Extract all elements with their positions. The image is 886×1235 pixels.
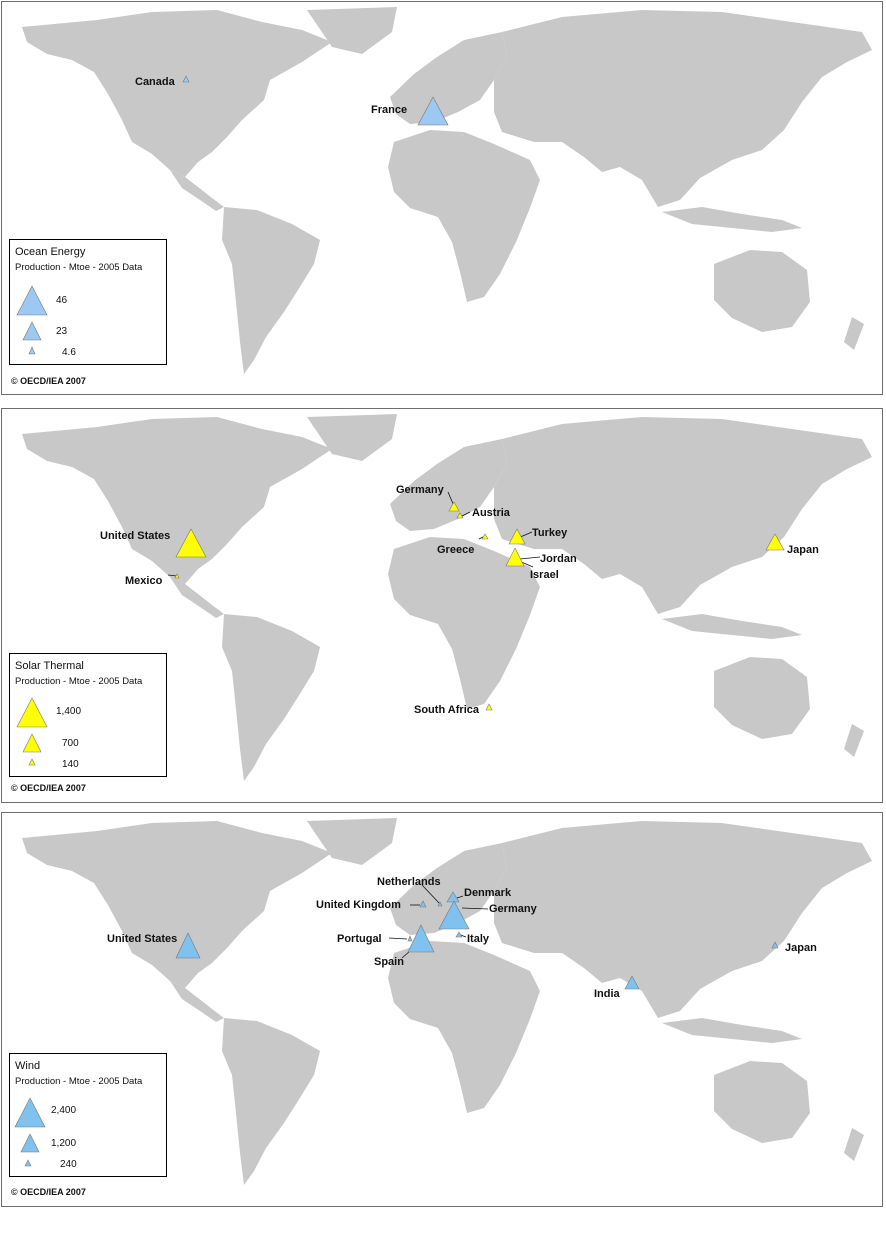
copyright: © OECD/IEA 2007 xyxy=(11,1187,86,1197)
label-japan: Japan xyxy=(785,942,817,954)
label-france: France xyxy=(371,104,408,116)
legend-value-medium: 23 xyxy=(56,326,68,337)
legend-value-large: 2,400 xyxy=(51,1105,77,1116)
marker-italy xyxy=(456,932,462,937)
label-germany: Germany xyxy=(489,903,537,915)
label-denmark: Denmark xyxy=(464,887,512,899)
legend-subtitle: Production - Mtoe - 2005 Data xyxy=(15,676,143,687)
map-panel-ocean-energy xyxy=(1,1,883,395)
map-panel-solar-thermal xyxy=(1,408,883,803)
legend-symbols xyxy=(10,1054,160,1176)
legend-triangle-large xyxy=(15,1098,45,1127)
label-turkey: Turkey xyxy=(532,527,568,539)
marker-israel xyxy=(506,548,524,566)
legend-triangle-large xyxy=(17,286,47,315)
legend-triangle-small xyxy=(29,759,35,765)
legend-value-small: 4.6 xyxy=(62,347,76,358)
label-greece: Greece xyxy=(437,544,475,556)
legend-title: Solar Thermal xyxy=(15,660,84,672)
legend-value-small: 240 xyxy=(60,1159,77,1170)
legend-wind xyxy=(9,1053,167,1177)
legend-triangle-small xyxy=(29,347,35,354)
marker-south-africa xyxy=(486,704,492,710)
label-united-states: United States xyxy=(107,933,178,945)
legend-triangle-medium xyxy=(23,734,41,752)
legend-title: Ocean Energy xyxy=(15,246,86,258)
label-jordan: Jordan xyxy=(540,553,577,565)
map-panel-wind xyxy=(1,812,883,1207)
copyright: © OECD/IEA 2007 xyxy=(11,376,86,386)
legend-ocean xyxy=(9,239,167,365)
label-netherlands: Netherlands xyxy=(377,876,441,888)
label-portugal: Portugal xyxy=(337,933,382,945)
legend-subtitle: Production - Mtoe - 2005 Data xyxy=(15,262,143,273)
legend-symbols xyxy=(10,240,160,364)
legend-title: Wind xyxy=(15,1060,41,1072)
label-mexico: Mexico xyxy=(125,575,163,587)
label-spain: Spain xyxy=(374,956,404,968)
legend-value-large: 1,400 xyxy=(56,706,82,717)
label-india: India xyxy=(594,988,620,1000)
label-united-states: United States xyxy=(100,530,171,542)
label-japan: Japan xyxy=(787,544,819,556)
label-united-kingdom: United Kingdom xyxy=(316,899,401,911)
label-italy: Italy xyxy=(467,933,490,945)
legend-value-large: 46 xyxy=(56,295,68,306)
label-south-africa: South Africa xyxy=(414,704,479,716)
label-austria: Austria xyxy=(472,507,510,519)
label-canada: Canada xyxy=(135,76,175,88)
label-israel: Israel xyxy=(530,569,559,581)
legend-symbols xyxy=(10,654,160,776)
legend-subtitle: Production - Mtoe - 2005 Data xyxy=(15,1076,143,1087)
legend-triangle-medium xyxy=(21,1134,39,1152)
legend-value-medium: 700 xyxy=(62,738,79,749)
copyright: © OECD/IEA 2007 xyxy=(11,783,86,793)
marker-portugal xyxy=(408,936,412,941)
legend-triangle-small xyxy=(25,1160,31,1166)
legend-triangle-medium xyxy=(23,322,41,340)
legend-value-small: 140 xyxy=(62,759,79,770)
legend-solar xyxy=(9,653,167,777)
marker-greece xyxy=(482,534,488,539)
legend-triangle-large xyxy=(17,698,47,727)
label-germany: Germany xyxy=(396,484,444,496)
legend-value-medium: 1,200 xyxy=(51,1138,77,1149)
